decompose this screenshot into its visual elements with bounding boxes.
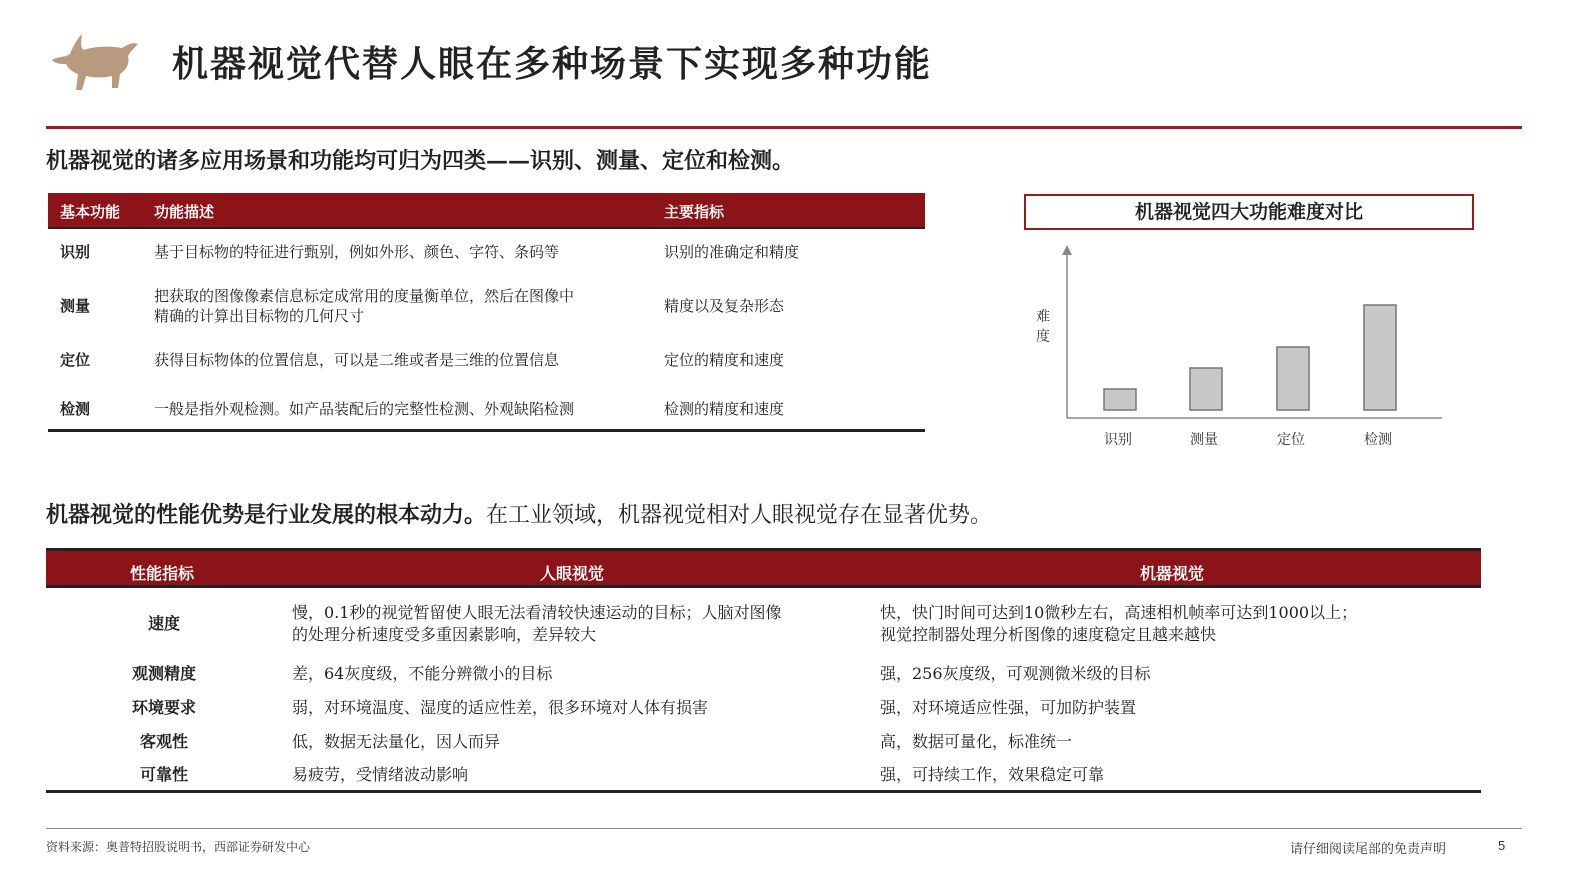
header-metric: 主要指标 [664,203,725,221]
y-axis-arrow [1062,245,1072,255]
header-metric: 性能指标 [130,564,195,583]
function-metric: 定位的精度和速度 [664,351,785,369]
functions-table [48,193,925,418]
comparison-metric: 速度 [147,614,180,633]
function-desc: 把获取的图像像素信息标定成常用的度量衡单位，然后在图像中 [154,287,575,305]
header-basic-function: 基本功能 [60,203,121,221]
bar-1 [1190,368,1222,410]
human-vision-cell: 低，数据无法量化，因人而异 [292,732,501,751]
x-tick-label: 识别 [1104,432,1132,448]
machine-vision-cell: 高，数据可量化，标准统一 [880,732,1073,751]
chart-title: 机器视觉四大功能难度对比 [1024,194,1474,230]
section2-heading-bold: 机器视觉的性能优势是行业发展的根本动力。 [46,502,487,528]
bar-3 [1364,305,1396,410]
function-name: 定位 [60,351,91,369]
header-description: 功能描述 [154,203,215,221]
section2-heading-rest: 在工业领域，机器视觉相对人眼视觉存在显著优势。 [486,503,993,528]
bar-0 [1104,389,1136,410]
function-desc-line2: 精确的计算出目标物的几何尺寸 [154,307,365,325]
source-note: 资料来源：奥普特招股说明书，西部证券研发中心 [46,840,311,854]
y-axis-label-char: 度 [1036,329,1050,345]
comparison-table [46,548,1481,784]
comparison-metric: 观测精度 [131,664,196,683]
function-desc: 获得目标物体的位置信息，可以是二维或者是三维的位置信息 [154,351,560,369]
header-human-vision: 人眼视觉 [540,564,605,583]
comparison-metric: 环境要求 [131,698,196,717]
x-tick-label: 定位 [1277,432,1305,448]
page-title: 机器视觉代替人眼在多种场景下实现多种功能 [172,43,933,85]
comparison-table-header [46,548,1481,588]
difficulty-chart [1030,240,1470,459]
page-number: 5 [1498,838,1506,853]
x-tick-label: 检测 [1364,432,1392,448]
machine-vision-cell: 强，256灰度级，可观测微米级的目标 [880,664,1151,683]
comparison-metric: 客观性 [139,732,188,751]
function-name: 测量 [60,297,91,315]
section1-heading: 机器视觉的诸多应用场景和功能均可归为四类——识别、测量、定位和检测。 [46,148,795,174]
disclaimer-note: 请仔细阅读尾部的免责声明 [1290,842,1447,857]
human-vision-cell: 差，64灰度级，不能分辨微小的目标 [292,664,553,683]
function-desc: 基于目标物的特征进行甄别，例如外形、颜色、字符、条码等 [154,243,560,261]
function-desc: 一般是指外观检测。如产品装配后的完整性检测、外观缺陷检测 [154,400,575,418]
header-machine-vision: 机器视觉 [1140,564,1205,583]
y-axis-label-char: 难 [1036,309,1050,325]
machine-vision-cell: 强，对环境适应性强，可加防护装置 [880,698,1137,717]
function-metric: 精度以及复杂形态 [664,297,785,315]
function-metric: 检测的精度和速度 [664,400,785,418]
human-vision-cell: 慢，0.1秒的视觉暂留使人眼无法看清较快速运动的目标；人脑对图像 [292,603,782,622]
functions-table-bottom-rule [48,429,925,432]
machine-vision-cell-line2: 视觉控制器处理分析图像的速度稳定且越来越快 [880,625,1217,644]
machine-vision-cell: 强，可持续工作，效果稳定可靠 [880,765,1105,784]
section2-heading [46,498,992,529]
bull-logo [48,30,140,92]
machine-vision-cell: 快，快门时间可达到10微秒左右，高速相机帧率可达到1000以上； [880,603,1358,622]
title-divider [46,126,1522,129]
comparison-table-bottom-rule [46,790,1481,793]
human-vision-cell-line2: 的处理分析速度受多重因素影响，差异较大 [292,625,597,644]
function-name: 检测 [60,400,91,418]
footer-divider [46,828,1522,829]
function-metric: 识别的准确定和精度 [664,243,800,261]
bar-2 [1277,347,1309,410]
comparison-metric: 可靠性 [139,765,188,784]
x-tick-label: 测量 [1190,432,1218,448]
functions-table-header [48,193,925,229]
function-name: 识别 [60,243,91,261]
human-vision-cell: 易疲劳，受情绪波动影响 [292,765,469,784]
human-vision-cell: 弱，对环境温度、湿度的适应性差，很多环境对人体有损害 [292,698,709,717]
